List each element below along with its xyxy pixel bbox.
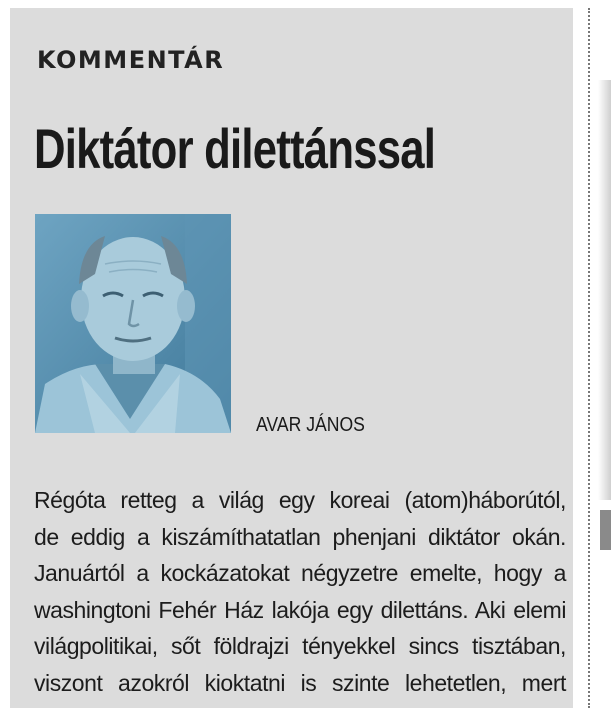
body-line: Régóta retteg a világ egy koreai (atom)háborútól, bbox=[34, 487, 566, 513]
author-portrait bbox=[35, 214, 231, 433]
body-line: világpolitikai, sőt földrajzi tényekkel sincs tisztában, bbox=[34, 633, 566, 659]
adjacent-column-mark bbox=[600, 510, 611, 550]
body-line: washingtoni Fehér Ház lakója egy dilettáns. Aki elemi bbox=[34, 596, 566, 623]
article-body bbox=[34, 482, 566, 701]
headline: Diktátor dilettánssal bbox=[34, 117, 436, 180]
body-line: de eddig a kiszámíthatatlan phenjani diktátor okán. bbox=[34, 523, 566, 550]
body-line: viszont azokról kioktatni is szinte lehetetlen, mert bbox=[34, 669, 566, 696]
body-line: Januártól a kockázatokat négyzetre emelte, hogy a bbox=[34, 560, 566, 586]
commentary-column bbox=[10, 8, 573, 708]
author-name: AVAR JÁNOS bbox=[256, 414, 365, 436]
adjacent-column-edge bbox=[598, 80, 611, 500]
column-divider bbox=[588, 8, 590, 708]
portrait-illustration bbox=[35, 214, 231, 433]
section-label: KOMMENTÁR bbox=[37, 46, 225, 74]
